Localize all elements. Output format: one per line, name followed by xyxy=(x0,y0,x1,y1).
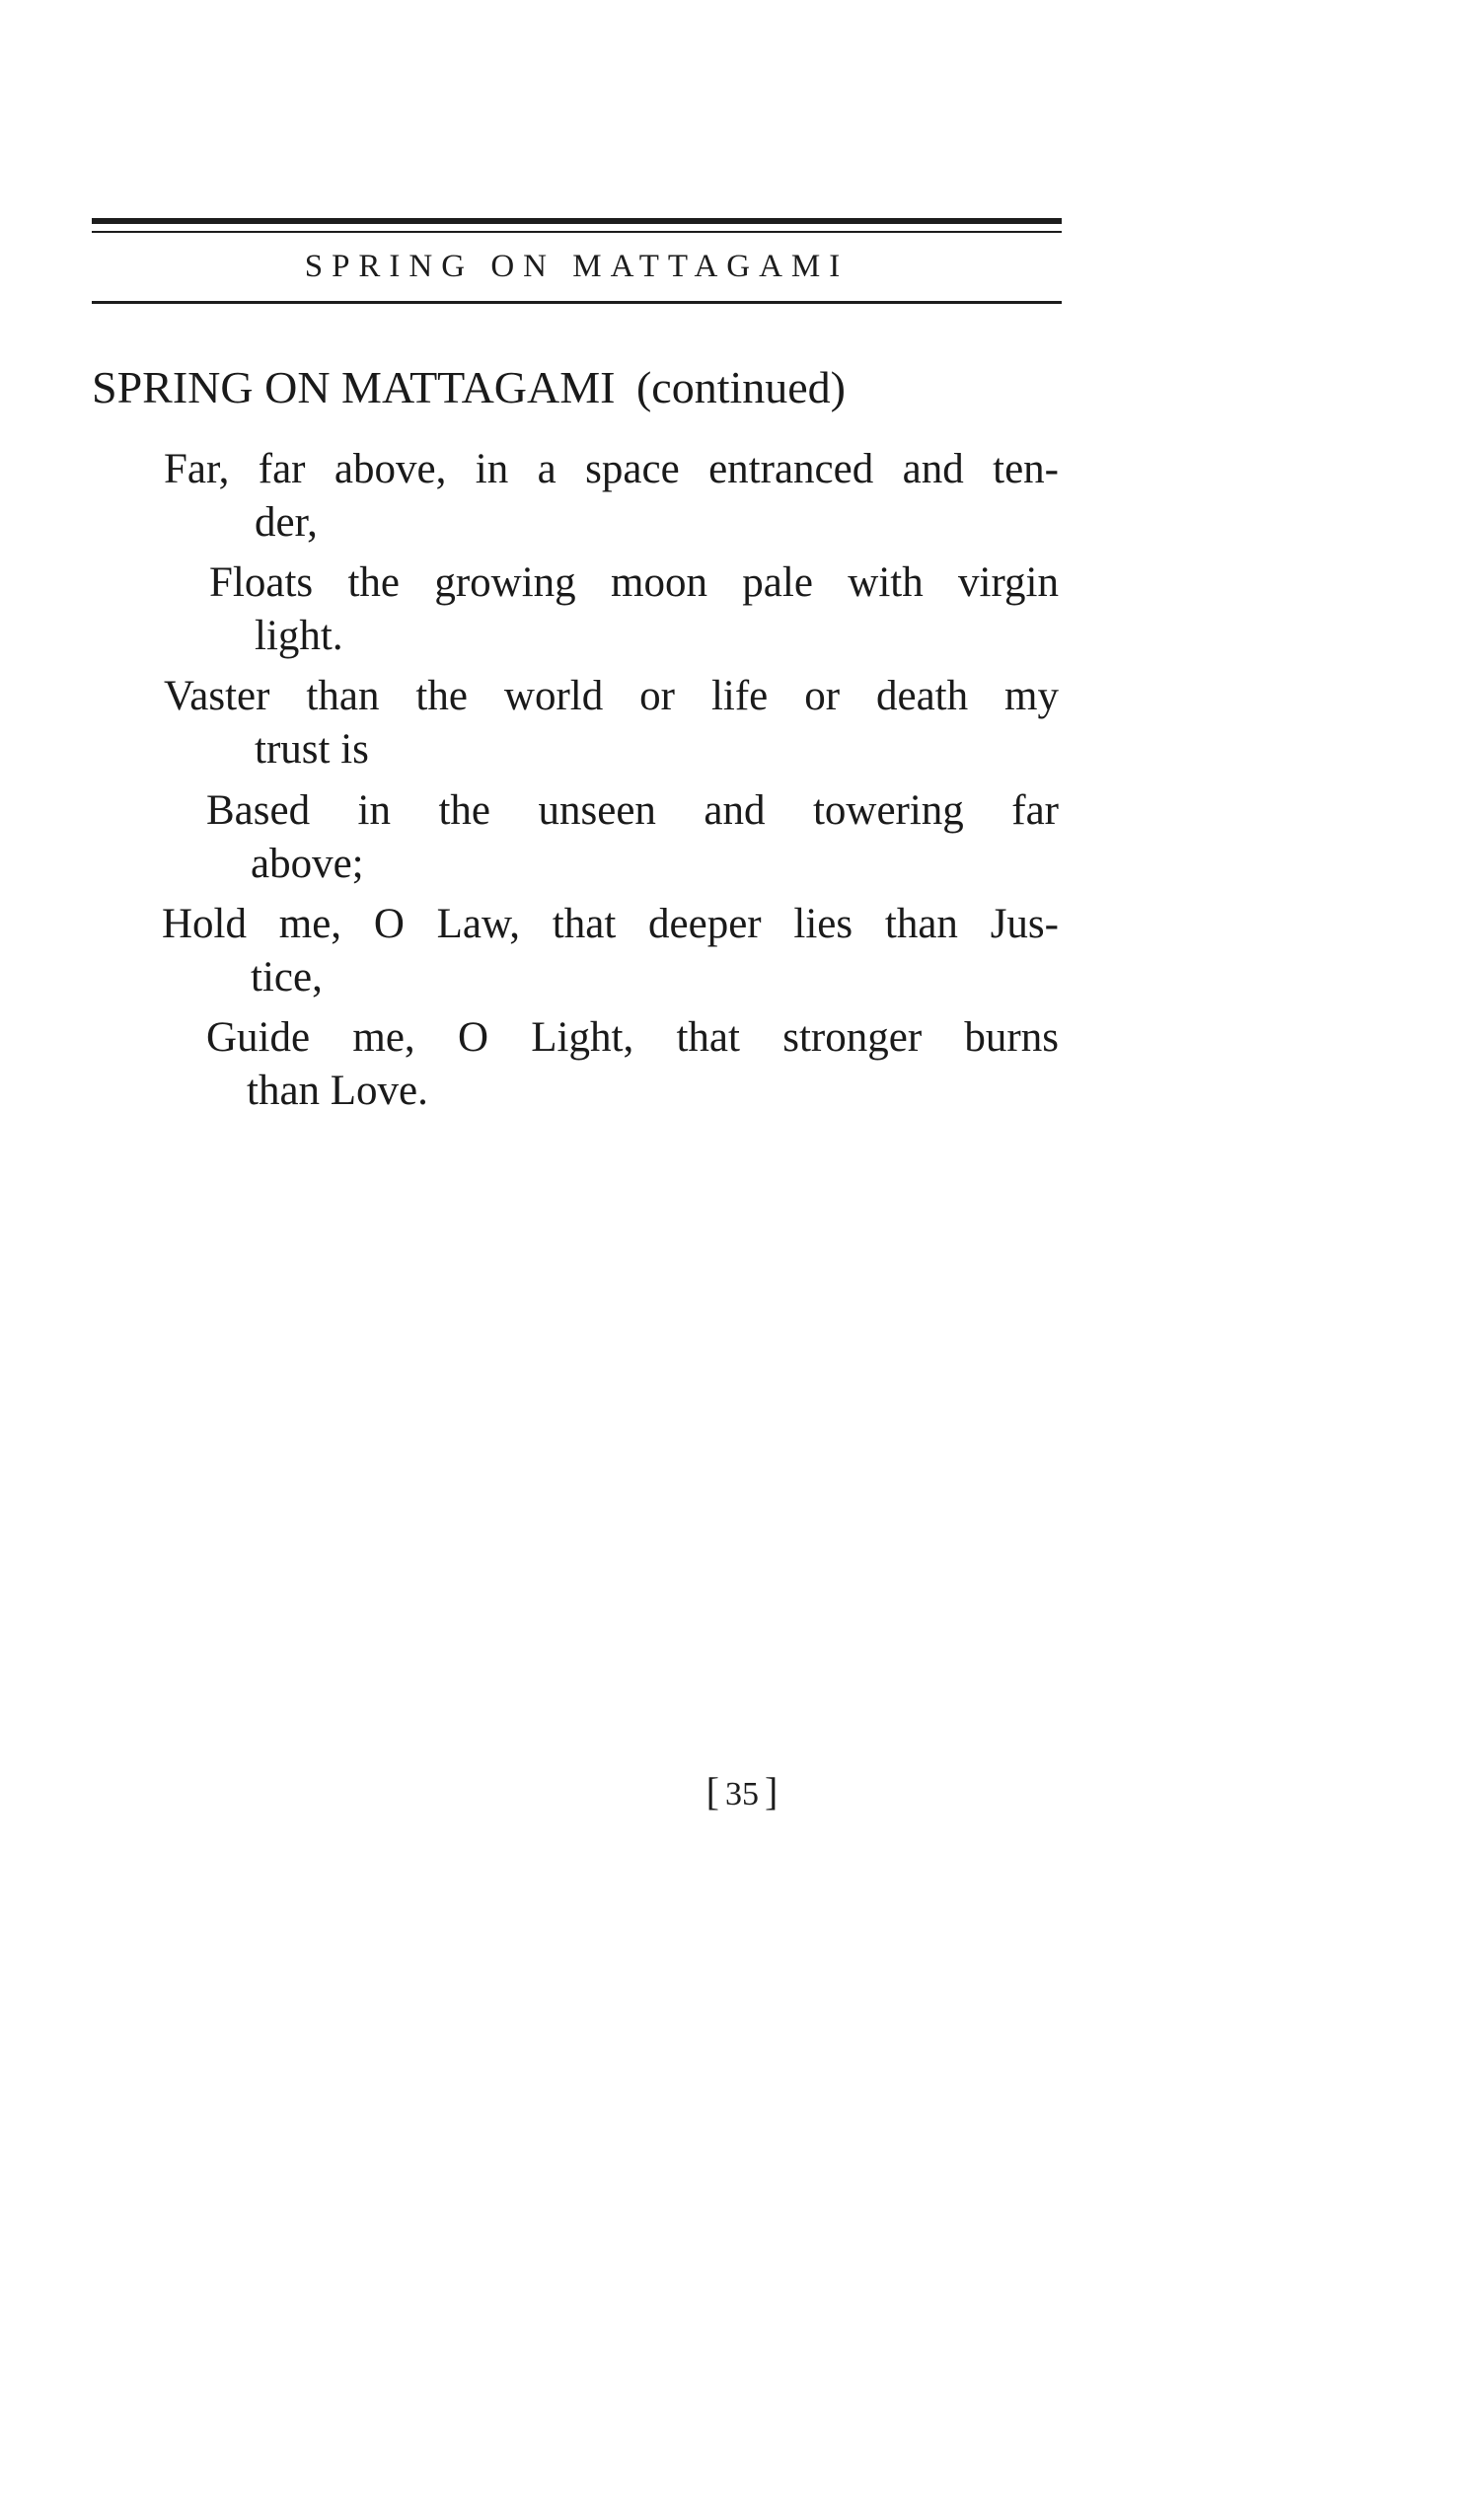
poem-line: light. xyxy=(255,613,343,659)
poem-line: Based in the unseen and towering far xyxy=(206,787,1059,834)
poem-title-text: SPRING ON MATTAGAMI xyxy=(92,362,616,412)
poem-title xyxy=(92,361,846,414)
page-number xyxy=(0,1768,1484,1818)
header-rule-bottom xyxy=(92,301,1062,304)
running-head: SPRING ON MATTAGAMI xyxy=(304,249,850,284)
page-number-bracket-close: ] xyxy=(765,1769,779,1813)
poem-line: Hold me, O Law, that deeper lies than Jus- xyxy=(162,901,1059,947)
poem-line: Floats the growing moon pale with virgin xyxy=(209,559,1059,606)
header-rule-thick xyxy=(92,218,1062,224)
header-rule-thin xyxy=(92,231,1062,233)
poem-line: tice, xyxy=(251,954,323,1000)
poem-line: above; xyxy=(251,841,364,887)
page-number-value: 35 xyxy=(725,1776,759,1812)
poem-line: Far, far above, in a space entranced and ten- xyxy=(164,446,1059,492)
poem-line: Vaster than the world or life or death my xyxy=(164,673,1059,719)
poem-line: trust is xyxy=(255,726,369,773)
poem-line: Guide me, O Light, that stronger burns xyxy=(206,1014,1059,1061)
poem-line: der, xyxy=(255,499,318,546)
poem-title-note: (continued) xyxy=(635,362,846,412)
poem-line: than Love. xyxy=(247,1068,428,1114)
page-number-bracket-open: [ xyxy=(705,1769,719,1813)
